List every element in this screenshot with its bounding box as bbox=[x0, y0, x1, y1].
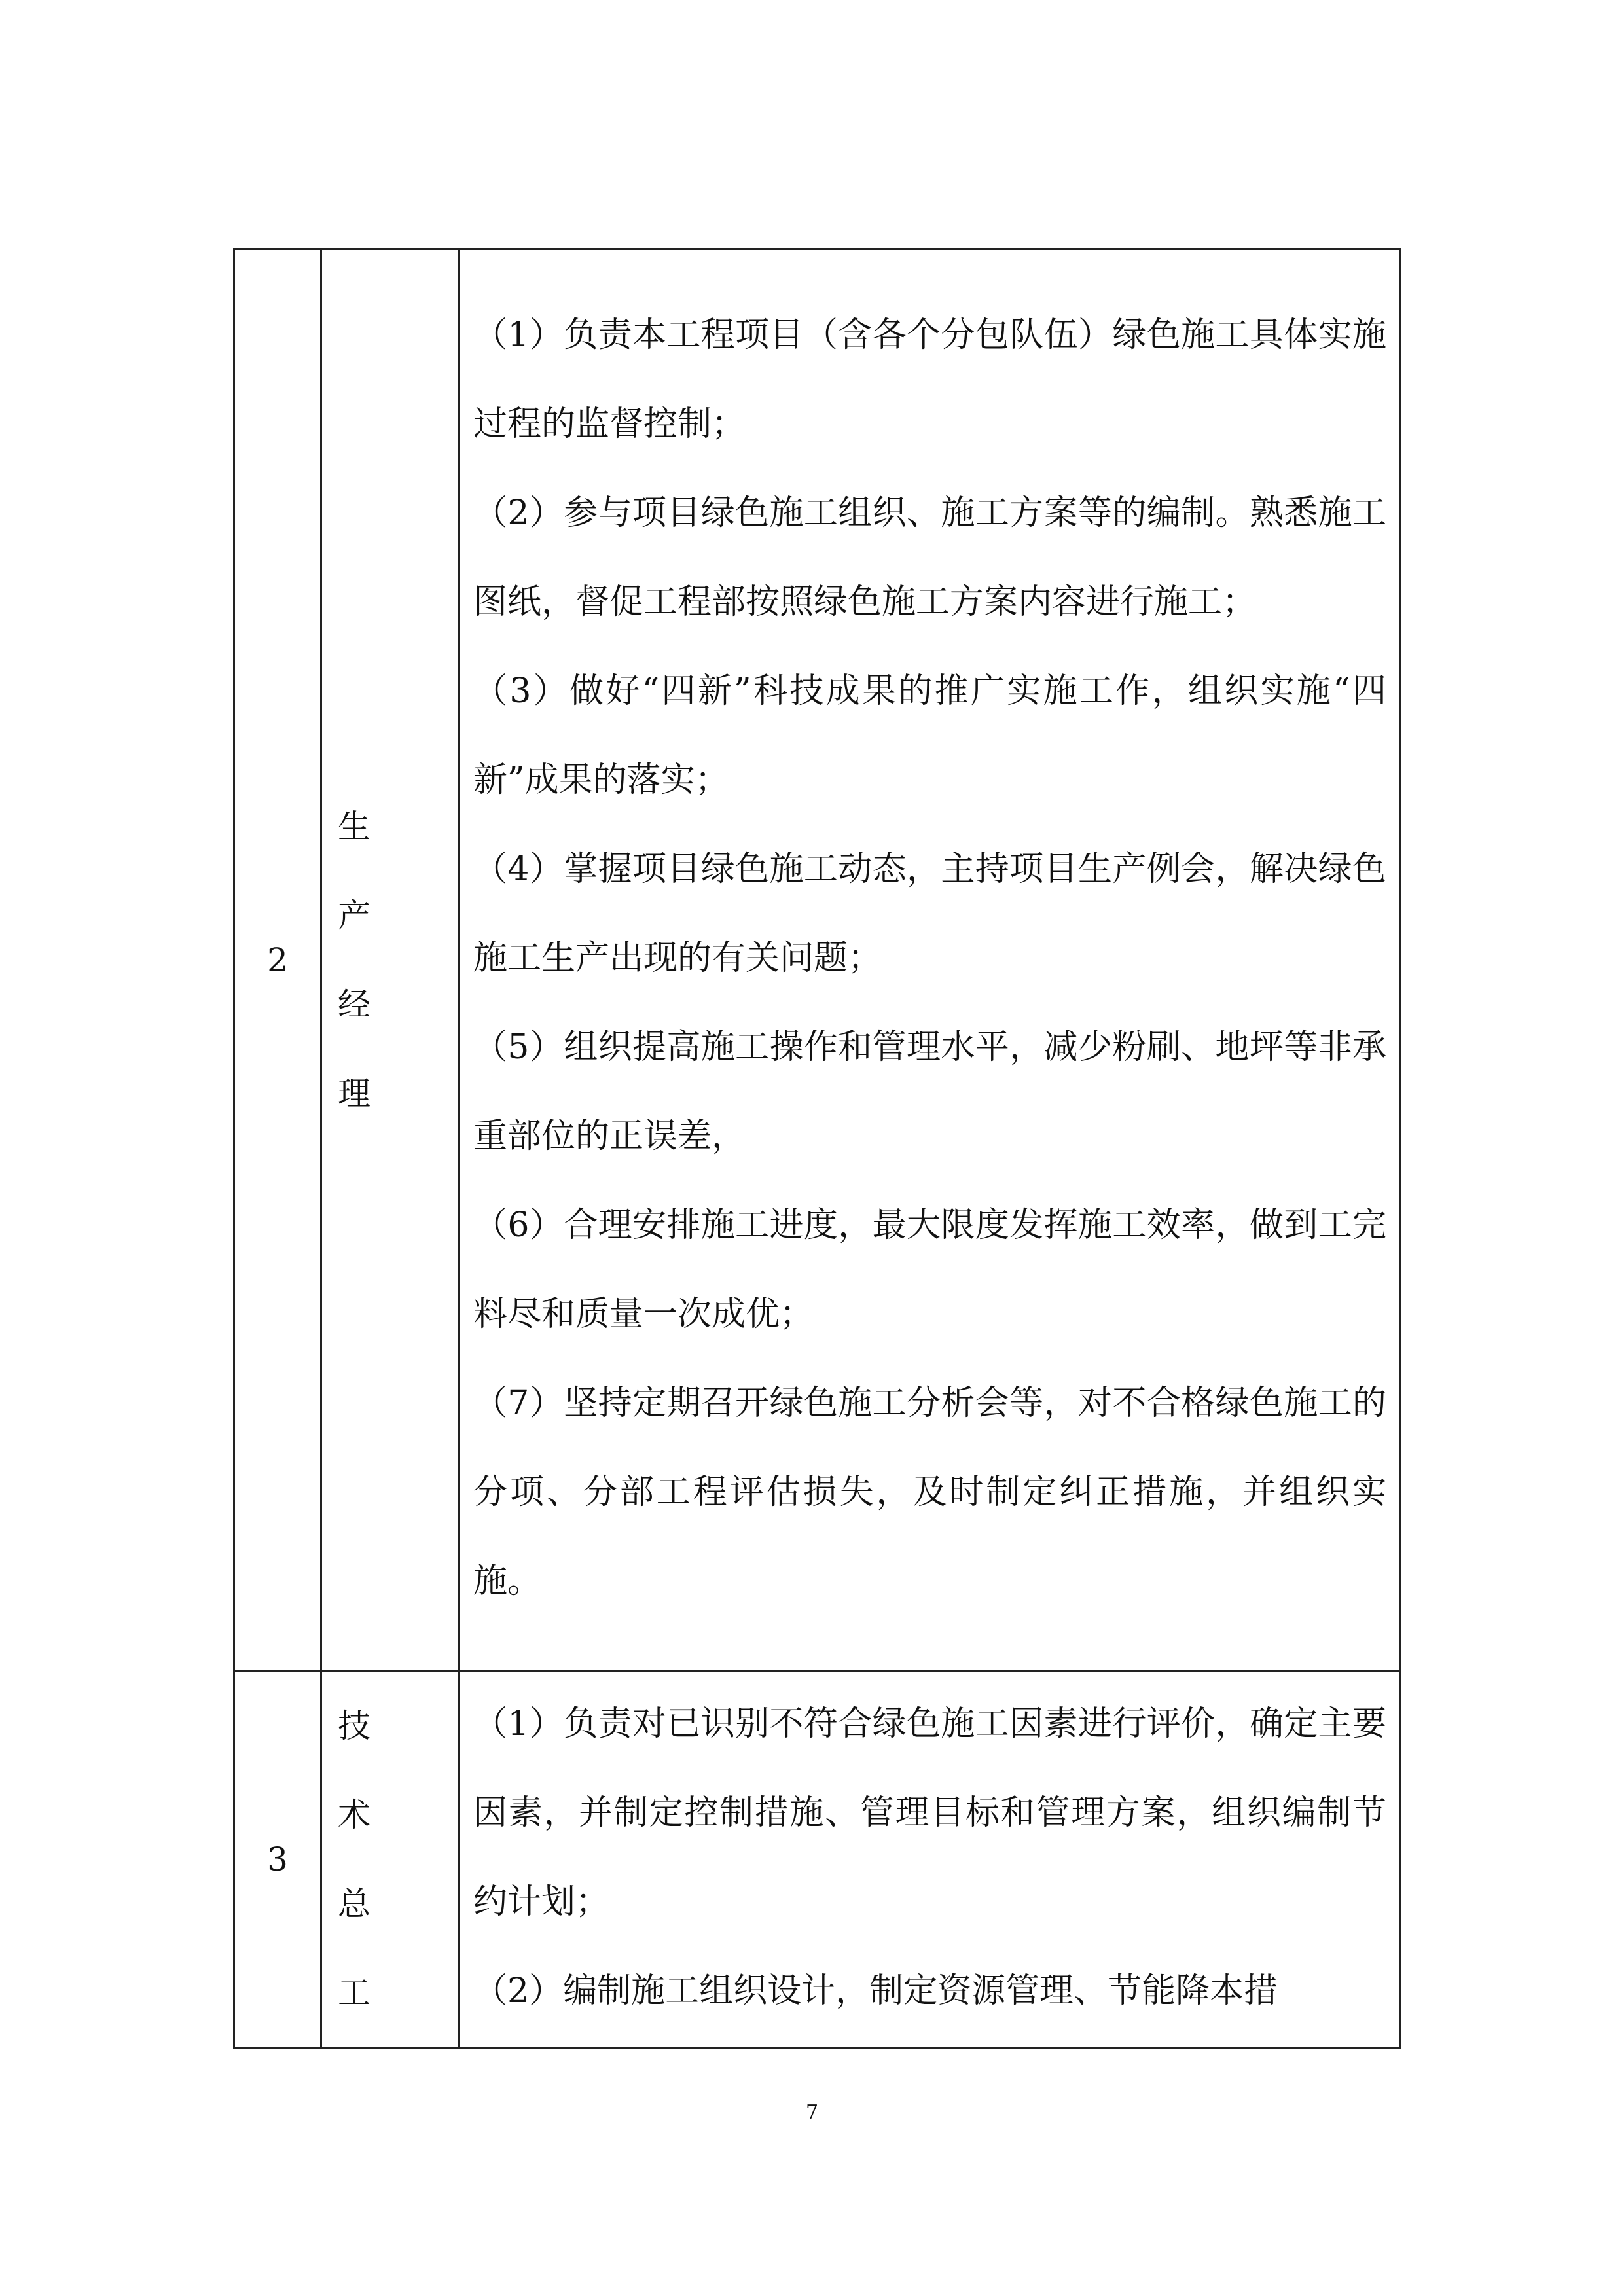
duty-item: （5）组织提高施工操作和管理水平，减少粉刷、地坪等非承重部位的正误差， bbox=[473, 1027, 1386, 1156]
duties-list bbox=[460, 283, 1399, 1638]
role-char: 理 bbox=[338, 1074, 370, 1113]
table-row bbox=[234, 249, 1401, 1671]
role-char: 生 bbox=[338, 807, 370, 846]
row-number: 2 bbox=[234, 249, 321, 1671]
role-title bbox=[322, 782, 458, 1138]
page-number: 7 bbox=[805, 2101, 819, 2124]
table-row bbox=[234, 1671, 1401, 2049]
duty-item: （6）合理安排施工进度，最大限度发挥施工效率，做到工完料尽和质量一次成优； bbox=[473, 1205, 1386, 1334]
duty-item: （2）参与项目绿色施工组织、施工方案等的编制。熟悉施工图纸，督促工程部按照绿色施工方案内容进行施工； bbox=[473, 493, 1386, 622]
role-char: 经 bbox=[338, 985, 370, 1024]
role-title bbox=[322, 1681, 458, 2037]
role-char: 术 bbox=[338, 1796, 370, 1834]
duties-cell bbox=[460, 249, 1401, 1671]
responsibility-table bbox=[233, 248, 1401, 2049]
duties-cell bbox=[460, 1671, 1401, 2049]
duty-item: （1）负责本工程项目（含各个分包队伍）绿色施工具体实施过程的监督控制； bbox=[473, 315, 1386, 444]
duty-item: （4）掌握项目绿色施工动态，主持项目生产例会，解决绿色施工生产出现的有关问题； bbox=[473, 849, 1386, 978]
duty-item: （2）编制施工组织设计，制定资源管理、节能降本措 bbox=[473, 1971, 1278, 2011]
duties-list bbox=[460, 1672, 1399, 2047]
role-char: 技 bbox=[338, 1707, 370, 1745]
duty-item: （7）坚持定期召开绿色施工分析会等，对不合格绿色施工的分项、分部工程评估损失，及时制定纠正措施，并组织实施。 bbox=[473, 1383, 1386, 1601]
duty-item: （3）做好“四新”科技成果的推广实施工作，组织实施“四新”成果的落实； bbox=[473, 671, 1386, 800]
duty-item: （1）负责对已识别不符合绿色施工因素进行评价，确定主要因素，并制定控制措施、管理目标和管理方案，组织编制节约计划； bbox=[473, 1704, 1386, 1922]
role-char: 产 bbox=[338, 896, 370, 935]
role-cell bbox=[321, 1671, 460, 2049]
row-number: 3 bbox=[234, 1671, 321, 2049]
role-char: 工 bbox=[338, 1974, 370, 2012]
role-char: 总 bbox=[338, 1885, 370, 1923]
role-cell bbox=[321, 249, 460, 1671]
